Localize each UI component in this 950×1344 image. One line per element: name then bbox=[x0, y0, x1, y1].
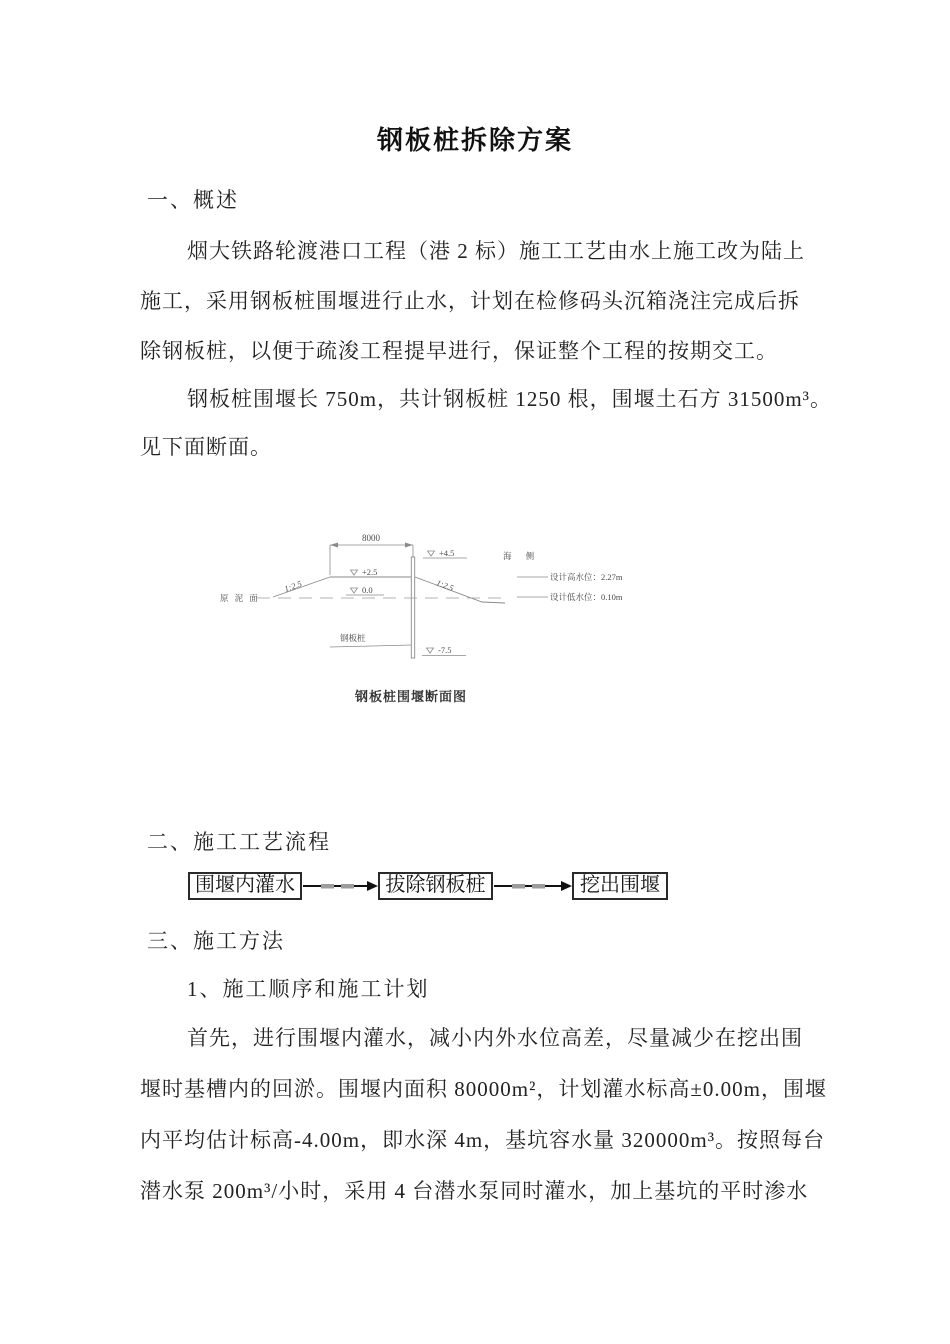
arrow-artifact bbox=[532, 884, 545, 889]
dim-arrow-icon bbox=[330, 543, 338, 548]
section-heading-overview: 一、概述 bbox=[147, 188, 239, 212]
level-marker-icon bbox=[351, 588, 358, 593]
level-label-top: +4.5 bbox=[439, 548, 455, 558]
level-label-bottom: -7.5 bbox=[438, 645, 452, 655]
level-marker-icon bbox=[351, 570, 358, 575]
slope-label-right: 1:2.5 bbox=[435, 577, 456, 594]
page-title: 钢板桩拆除方案 bbox=[376, 126, 573, 155]
flow-arrow-head-icon bbox=[367, 881, 378, 891]
flow-step-pull-piles: 拔除钢板桩 bbox=[378, 872, 493, 900]
paragraph-line: 潜水泵 200m³/小时，采用 4 台潜水泵同时灌水，加上基坑的平时渗水 bbox=[140, 1179, 809, 1203]
sheet-pile bbox=[411, 557, 414, 658]
section-heading-process: 二、施工工艺流程 bbox=[147, 830, 331, 854]
subsection-heading: 1、施工顺序和施工计划 bbox=[187, 977, 430, 1001]
paragraph-line: 钢板桩围堰长 750m，共计钢板桩 1250 根，围堰土石方 31500m³。 bbox=[187, 387, 832, 411]
right-slope-line bbox=[415, 577, 505, 603]
dim-arrow-icon bbox=[405, 543, 413, 548]
flow-step-fill-water: 围堰内灌水 bbox=[188, 872, 302, 900]
mud-surface-label: 原 泥 面 bbox=[220, 593, 260, 603]
section-heading-method: 三、施工方法 bbox=[147, 929, 285, 953]
flow-step-excavate: 挖出围堰 bbox=[572, 872, 668, 900]
slope-label-left: 1:2.5 bbox=[282, 578, 304, 594]
cofferdam-section-diagram bbox=[170, 525, 820, 685]
flow-arrow-head-icon bbox=[561, 881, 572, 891]
diagram-caption: 钢板桩围堰断面图 bbox=[355, 689, 468, 704]
level-label-crest: +2.5 bbox=[362, 567, 378, 577]
paragraph-line: 施工，采用钢板桩围堰进行止水，计划在检修码头沉箱浇注完成后拆 bbox=[140, 289, 800, 313]
sea-side-label: 海 侧 bbox=[503, 551, 541, 561]
pile-leader-line bbox=[330, 645, 411, 647]
arrow-artifact bbox=[321, 884, 334, 889]
high-water-label: 设计高水位：2.27m bbox=[550, 572, 623, 582]
paragraph-line: 见下面断面。 bbox=[140, 435, 272, 459]
pile-label: 钢板桩 bbox=[340, 633, 366, 643]
arrow-artifact bbox=[512, 884, 525, 889]
paragraph-line: 烟大铁路轮渡港口工程（港 2 标）施工工艺由水上施工改为陆上 bbox=[187, 239, 805, 263]
paragraph-line: 内平均估计标高-4.00m，即水深 4m，基坑容水量 320000m³。按照每台 bbox=[140, 1128, 826, 1152]
flow-arrows bbox=[140, 870, 820, 904]
paragraph-line: 除钢板桩，以便于疏浚工程提早进行，保证整个工程的按期交工。 bbox=[140, 339, 778, 363]
arrow-artifact bbox=[341, 884, 354, 889]
dimension-label: 8000 bbox=[362, 533, 380, 543]
level-label-mud: 0.0 bbox=[362, 585, 373, 595]
paragraph-line: 堰时基槽内的回淤。围堰内面积 80000m²，计划灌水标高±0.00m，围堰 bbox=[140, 1077, 827, 1101]
level-marker-icon bbox=[427, 648, 434, 653]
paragraph-line: 首先，进行围堰内灌水，减小内外水位高差，尽量减少在挖出围 bbox=[187, 1026, 803, 1050]
level-marker-icon bbox=[428, 551, 435, 556]
low-water-label: 设计低水位：0.10m bbox=[550, 592, 623, 602]
